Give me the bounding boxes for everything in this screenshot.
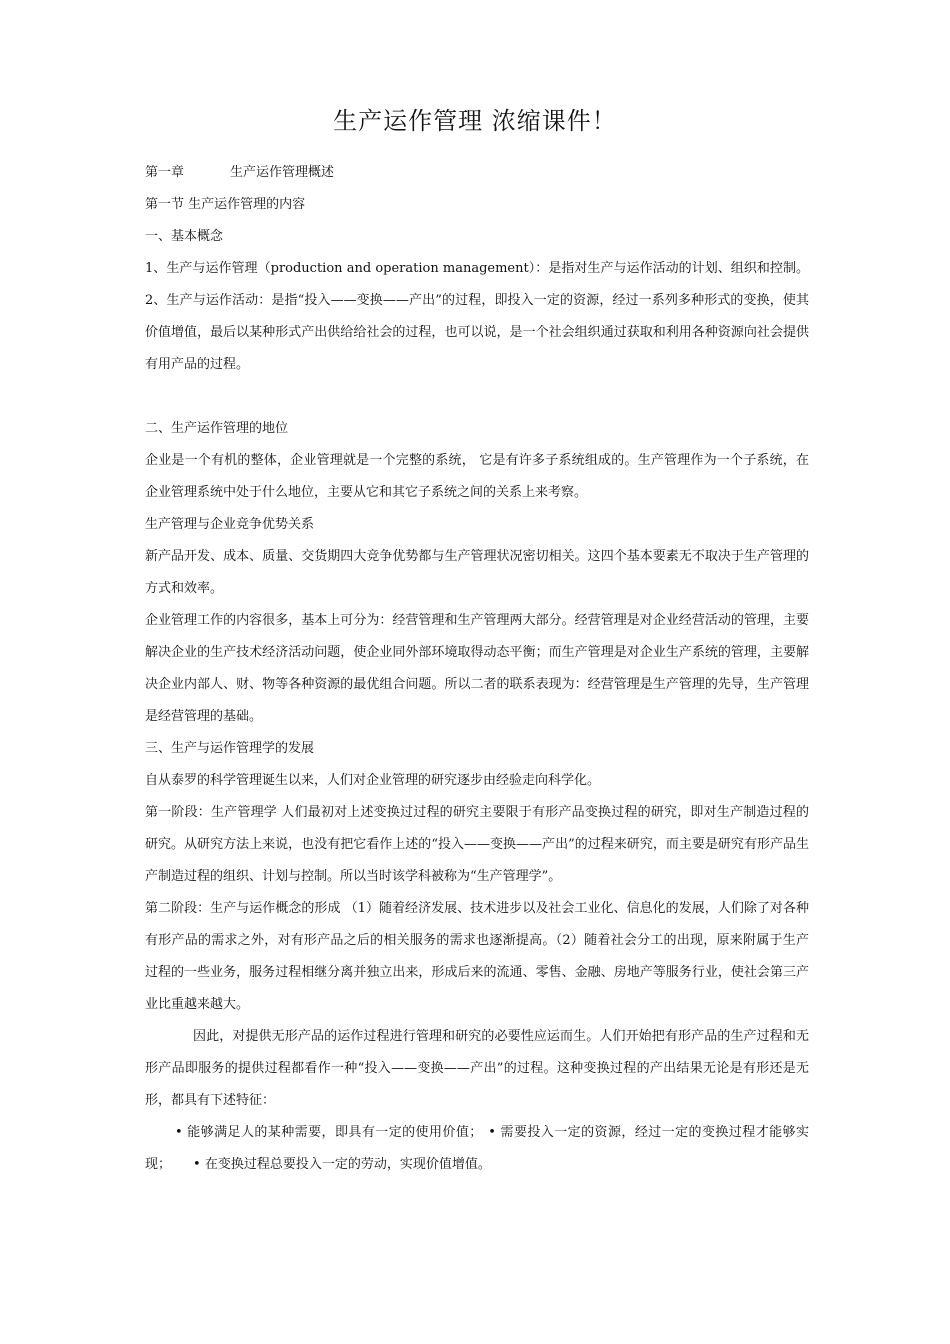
document-title: 生产运作管理 浓缩课件！ [333, 107, 617, 135]
part3-paragraph-2: 第一阶段：生产管理学 人们最初对上述变换过过程的研究主要限于有形产品变换过程的研究，即对生产制造过程的研究。从研究方法上来说，也没有把它看作上述的“投入——变换——产出”的过程来研究，而主要是研究有形产品生产制造过程的组织、计划与控制。所以当时该学科被称为“生产管理学”。 [145, 805, 809, 884]
section-heading: 第一节 生产运作管理的内容 [145, 197, 306, 212]
part2-paragraph-3: 企业管理工作的内容很多，基本上可分为：经营管理和生产管理两大部分。经营管理是对企业经营活动的管理，主要解决企业的生产技术经济活动问题，使企业同外部环境取得动态平衡；而生产管理是对企业生产系统的管理，主要解决企业内部人、财、物等各种资源的最优组合问题。所以二者的联系表现为：经营管理是生产管理的先导，生产管理是经营管理的基础。 [145, 613, 809, 724]
chapter-heading [145, 157, 809, 189]
bullet-item-3: • 在变换过程总要投入一定的劳动，实现价值增值。 [193, 1157, 491, 1172]
feature-bullets [145, 1117, 809, 1181]
part2-heading: 二、生产运作管理的地位 [145, 421, 289, 436]
part3-paragraph-1: 自从泰罗的科学管理诞生以来，人们对企业管理的研究逐步由经验走向科学化。 [145, 773, 601, 788]
part2-paragraph-1: 企业是一个有机的整体，企业管理就是一个完整的系统， 它是有许多子系统组成的。生产管理作为一个子系统，在企业管理系统中处于什么地位，主要从它和其它子系统之间的关系上来考察。 [145, 453, 809, 500]
part2-paragraph-2: 新产品开发、成本、质量、交货期四大竞争优势都与生产管理状况密切相关。这四个基本要素无不取决于生产管理的方式和效率。 [145, 549, 809, 596]
blank-spacer [145, 381, 809, 413]
document-body [145, 157, 809, 1181]
bullet-item-2: • 需要投入一定的资源，经过一定的变换过程才能够实现； [145, 1125, 809, 1172]
bullet-item-1: • 能够满足人的某种需要，即具有一定的使用价值； [175, 1125, 483, 1140]
part3-paragraph-3: 第二阶段：生产与运作概念的形成 （1）随着经济发展、技术进步以及社会工业化、信息化的发展，人们除了对各种有形产品的需求之外，对有形产品之后的相关服务的需求也逐渐提高。（2）随着社会分工的出现，原来附属于生产过程的一些业务，服务过程相继分离并独立出来，形成后来的流通、零售、金融、房地产等服务行业，使社会第三产业比重越来越大。 [145, 901, 809, 1012]
chapter-name: 生产运作管理概述 [230, 165, 335, 180]
part3-heading: 三、生产与运作管理学的发展 [145, 741, 315, 756]
part3-paragraph-4: 因此，对提供无形产品的运作过程进行管理和研究的必要性应运而生。人们开始把有形产品的生产过程和无形产品即服务的提供过程都看作一种“投入——变换——产出”的过程。这种变换过程的产出结果无论是有形还是无形，都具有下述特征： [145, 1029, 809, 1108]
part1-heading: 一、基本概念 [145, 229, 224, 244]
chapter-label: 第一章 [145, 165, 185, 180]
part1-body: 1、生产与运作管理（production and operation management）：是指对生产与运作活动的计划、组织和控制。2、生产与运作活动：是指“投入——变换——产出”的过程，即投入一定的资源，经过一系列多种形式的变换，使其价值增值，最后以某种形式产出供给给社会的过程，也可以说，是一个社会组织通过获取和利用各种资源向社会提供有用产品的过程。 [145, 261, 809, 372]
part2-subheading: 生产管理与企业竞争优势关系 [145, 517, 315, 532]
